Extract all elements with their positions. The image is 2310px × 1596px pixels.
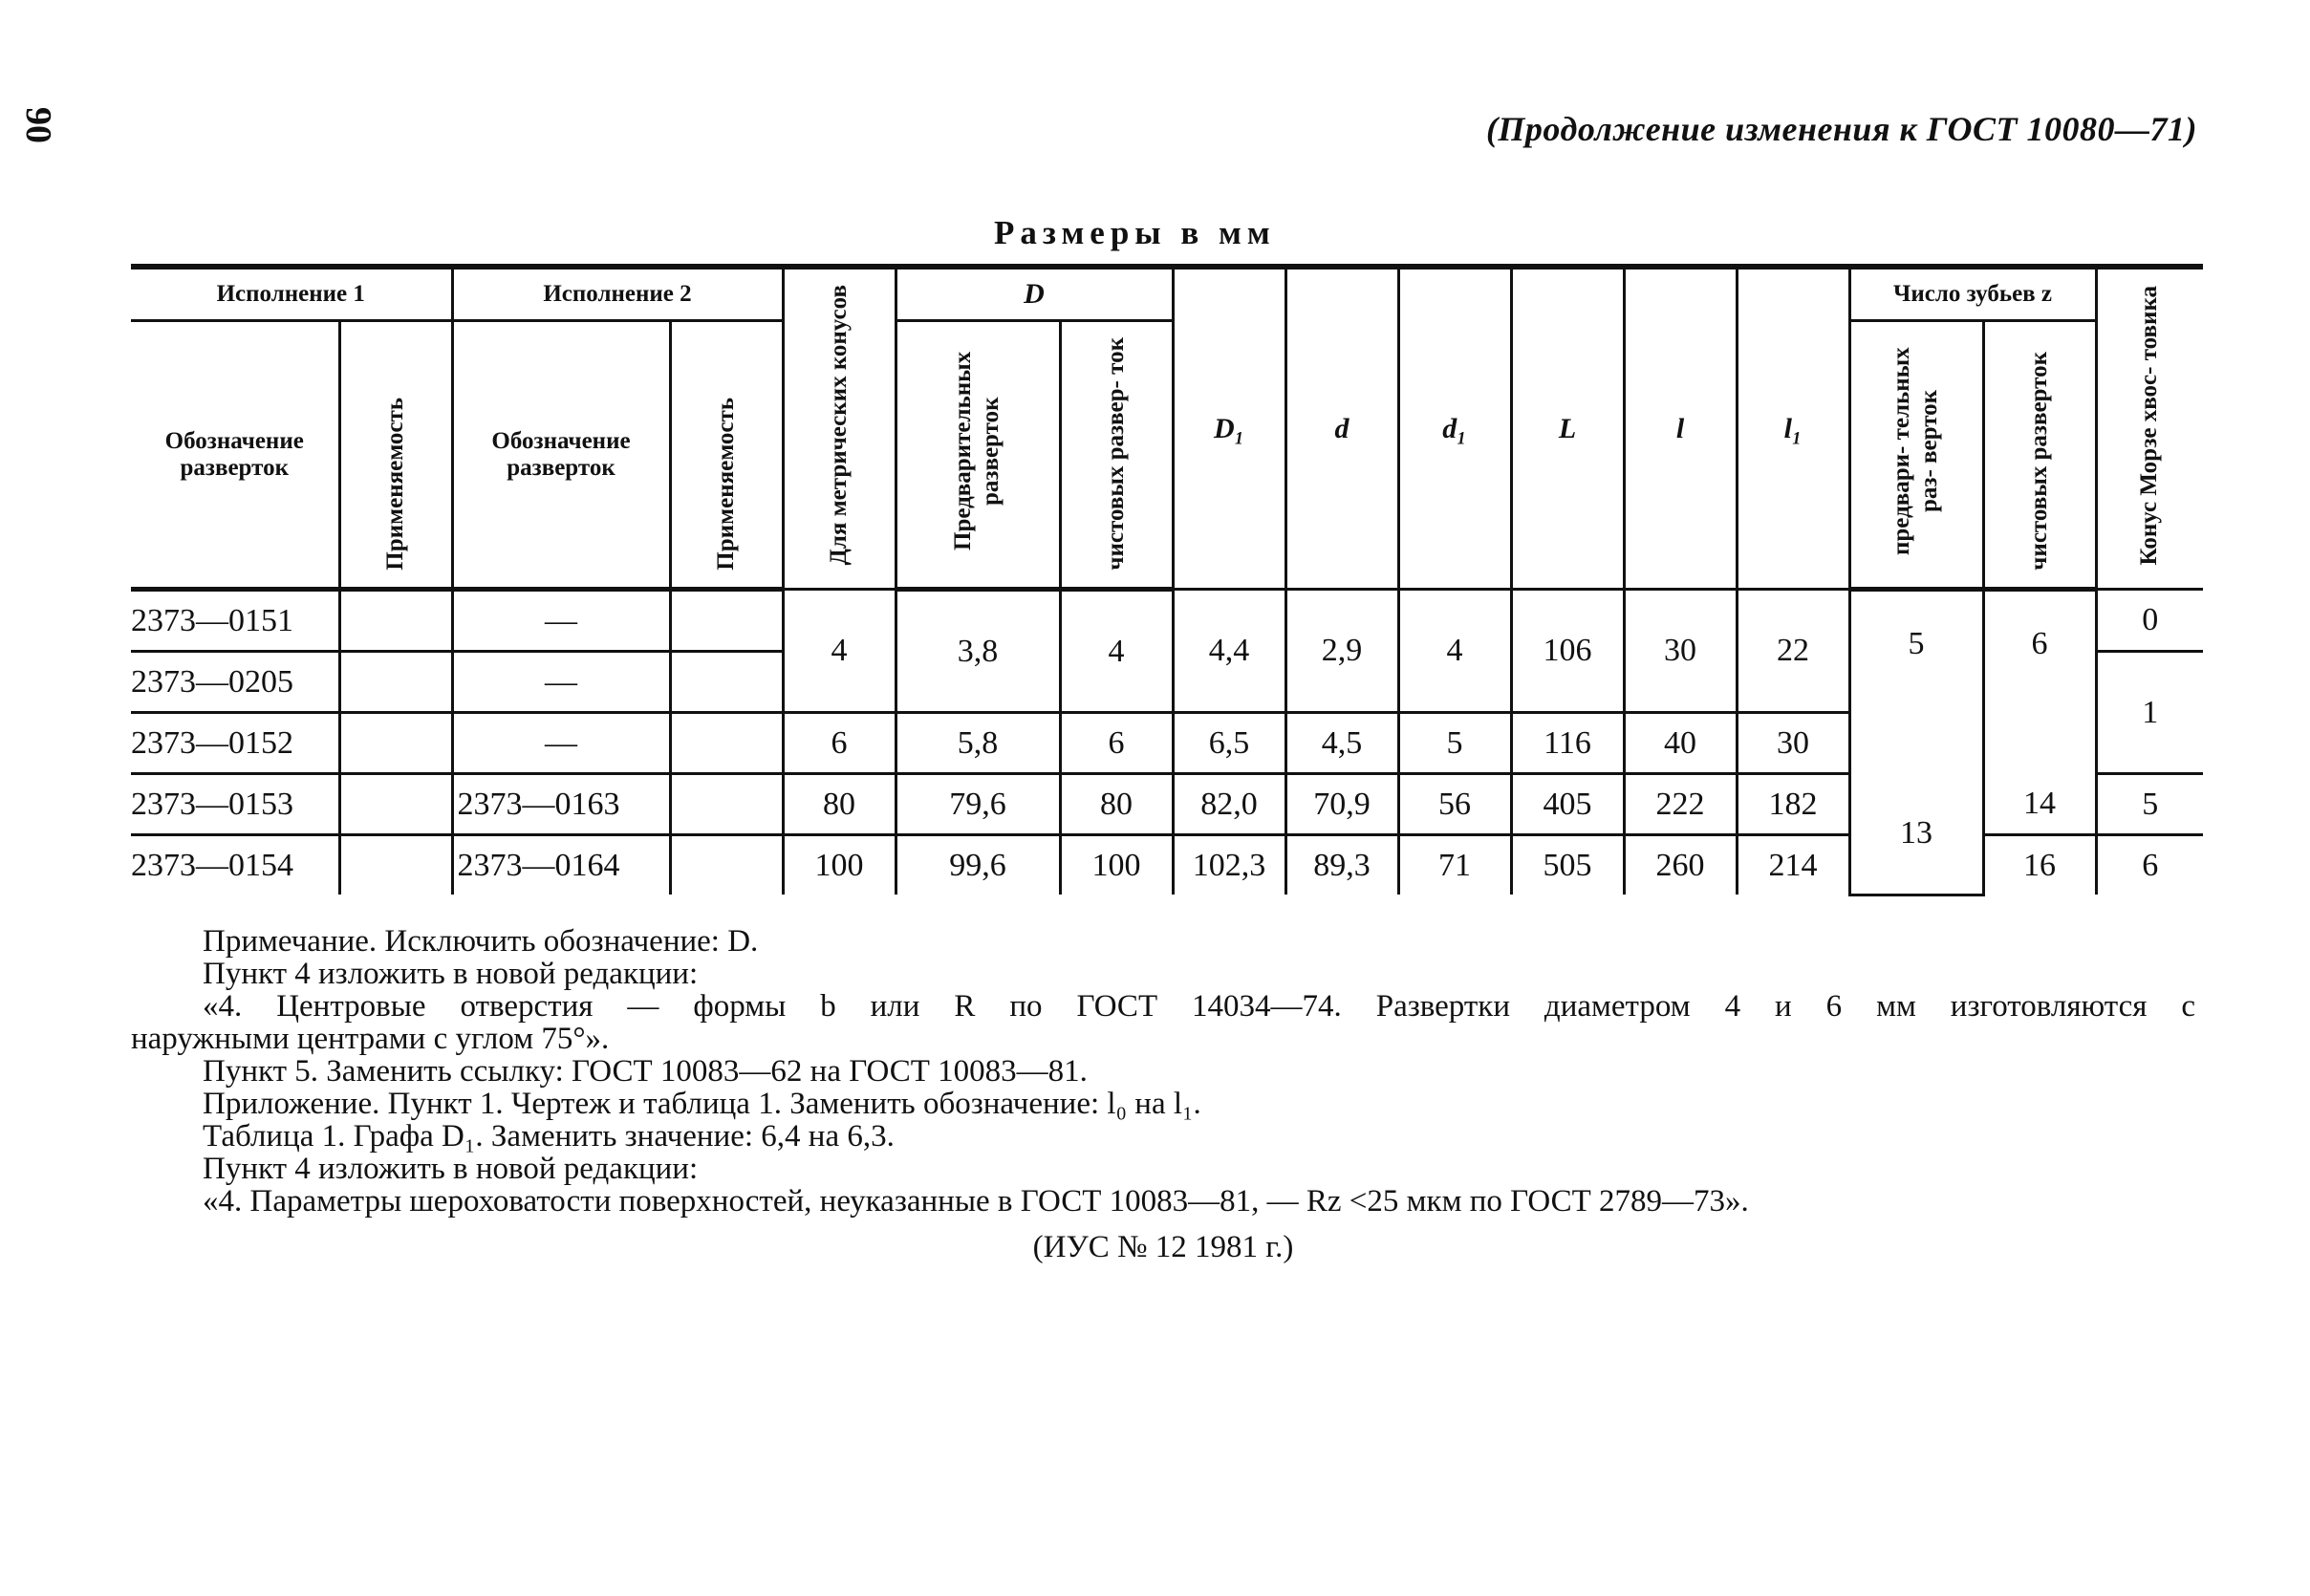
issue-reference: (ИУС № 12 1981 г.) [1032, 1230, 1294, 1264]
note-line: Пункт 4 изложить в новой редакции: [203, 1152, 699, 1186]
cell-l1: 30 [1737, 713, 1849, 774]
cell-code1: 2373—0151 [131, 590, 339, 652]
header-teeth-chist: чистовых разверток [1983, 321, 2096, 590]
cell-D-pred: 3,8 [896, 590, 1060, 713]
note-line: Таблица 1. Графа D₁. Заменить значение: 6,4 на 6,3. [203, 1119, 895, 1154]
cell-empty [339, 835, 452, 895]
cell-code1: 2373—0153 [131, 774, 339, 835]
header-teeth-pred: предвари- тельных раз- верток [1849, 321, 1983, 590]
cell-l: 260 [1624, 835, 1737, 895]
cell-l: 30 [1624, 590, 1737, 713]
cell-metric: 4 [783, 590, 896, 713]
group-teeth: Число зубьев z [1849, 267, 2096, 321]
cell-L: 505 [1511, 835, 1624, 895]
note-line: Примечание. Исключить обозначение: D. [203, 924, 759, 959]
header-metric-cones: Для метрических конусов [783, 267, 896, 590]
table-row [131, 590, 2203, 652]
cell-code2: 2373—0163 [452, 774, 670, 835]
cell-teeth-chist: 6 [1983, 590, 2096, 774]
page-number: 90 [18, 107, 58, 143]
cell-code1: 2373—0205 [131, 652, 339, 713]
cell-d: 89,3 [1285, 835, 1398, 895]
cell-d1: 4 [1398, 590, 1511, 713]
header-D-pred: Предварительных разверток [896, 321, 1060, 590]
cell-d: 4,5 [1285, 713, 1398, 774]
cell-D-chist: 4 [1060, 590, 1173, 713]
cell-empty [670, 713, 783, 774]
cell-morse: 6 [2096, 835, 2203, 895]
table-row [131, 774, 2203, 835]
cell-code2: — [452, 590, 670, 652]
cell-teeth-chist: 14 [1983, 774, 2096, 835]
cell-L: 116 [1511, 713, 1624, 774]
cell-code1: 2373—0152 [131, 713, 339, 774]
cell-morse: 1 [2096, 652, 2203, 774]
header-morse-cone: Конус Морзе хвос- товика [2096, 267, 2203, 590]
cell-D-pred: 5,8 [896, 713, 1060, 774]
cell-d1: 5 [1398, 713, 1511, 774]
cell-empty [670, 590, 783, 652]
cell-D1: 4,4 [1173, 590, 1285, 713]
cell-D-chist: 6 [1060, 713, 1173, 774]
cell-code2: — [452, 713, 670, 774]
cell-morse: 0 [2096, 590, 2203, 652]
cell-D1: 6,5 [1173, 713, 1285, 774]
cell-l1: 22 [1737, 590, 1849, 713]
cell-morse: 5 [2096, 774, 2203, 835]
cell-L: 405 [1511, 774, 1624, 835]
header-oboznachenie-1: Обозначение разверток [131, 321, 339, 590]
header-D1: D₁ [1173, 267, 1285, 590]
cell-l1: 214 [1737, 835, 1849, 895]
header-l1: l₁ [1737, 267, 1849, 590]
note-line: наружными центрами с углом 75°». [131, 1022, 610, 1056]
cell-empty [339, 652, 452, 713]
cell-l: 40 [1624, 713, 1737, 774]
cell-l: 222 [1624, 774, 1737, 835]
cell-D-chist: 100 [1060, 835, 1173, 895]
header-L: L [1511, 267, 1624, 590]
cell-D-pred: 99,6 [896, 835, 1060, 895]
cell-code1: 2373—0154 [131, 835, 339, 895]
cell-empty [670, 652, 783, 713]
cell-metric: 6 [783, 713, 896, 774]
cell-d: 2,9 [1285, 590, 1398, 713]
cell-empty [339, 590, 452, 652]
header-primenyaemost-1: Применяемость [339, 321, 452, 590]
group-ispolnenie-1: Исполнение 1 [131, 267, 452, 321]
cell-code2: — [452, 652, 670, 713]
cell-code2: 2373—0164 [452, 835, 670, 895]
cell-D1: 82,0 [1173, 774, 1285, 835]
cell-L: 106 [1511, 590, 1624, 713]
cell-teeth-pred: 5 [1849, 590, 1983, 774]
cell-metric: 80 [783, 774, 896, 835]
cell-d1: 56 [1398, 774, 1511, 835]
running-head: (Продолжение изменения к ГОСТ 10080—71) [1485, 110, 2197, 148]
notes-block [131, 925, 2195, 1263]
table-caption: Размеры в мм [994, 214, 1276, 251]
cell-l1: 182 [1737, 774, 1849, 835]
group-ispolnenie-2: Исполнение 2 [452, 267, 783, 321]
header-d: d [1285, 267, 1398, 590]
note-line: «4. Параметры шероховатости поверхностей, неуказанные в ГОСТ 10083—81, — Rz <25 мкм по ГОСТ 2789—73». [203, 1184, 1749, 1219]
cell-teeth-chist: 16 [1983, 835, 2096, 895]
cell-empty [339, 774, 452, 835]
cell-empty [670, 835, 783, 895]
note-line: Пункт 5. Заменить ссылку: ГОСТ 10083—62 на ГОСТ 10083—81. [203, 1054, 1088, 1089]
cell-D-chist: 80 [1060, 774, 1173, 835]
cell-empty [670, 774, 783, 835]
note-line: Приложение. Пункт 1. Чертеж и таблица 1. Заменить обозначение: l₀ на l₁. [203, 1087, 1201, 1121]
cell-D-pred: 79,6 [896, 774, 1060, 835]
dimensions-table [131, 264, 2203, 896]
cell-teeth-pred: 13 [1849, 774, 1983, 895]
header-d1: d₁ [1398, 267, 1511, 590]
note-line: «4. Центровые отверстия — формы b или R по ГОСТ 14034—74. Развертки диаметром 4 и 6 мм изготовляются с [203, 989, 2195, 1024]
header-l: l [1624, 267, 1737, 590]
header-primenyaemost-2: Применяемость [670, 321, 783, 590]
cell-D1: 102,3 [1173, 835, 1285, 895]
header-oboznachenie-2: Обозначение разверток [452, 321, 670, 590]
cell-metric: 100 [783, 835, 896, 895]
header-D-chist: чистовых развер- ток [1060, 321, 1173, 590]
cell-empty [339, 713, 452, 774]
cell-d1: 71 [1398, 835, 1511, 895]
cell-d: 70,9 [1285, 774, 1398, 835]
note-line: Пункт 4 изложить в новой редакции: [203, 957, 699, 991]
group-D: D [896, 267, 1173, 321]
